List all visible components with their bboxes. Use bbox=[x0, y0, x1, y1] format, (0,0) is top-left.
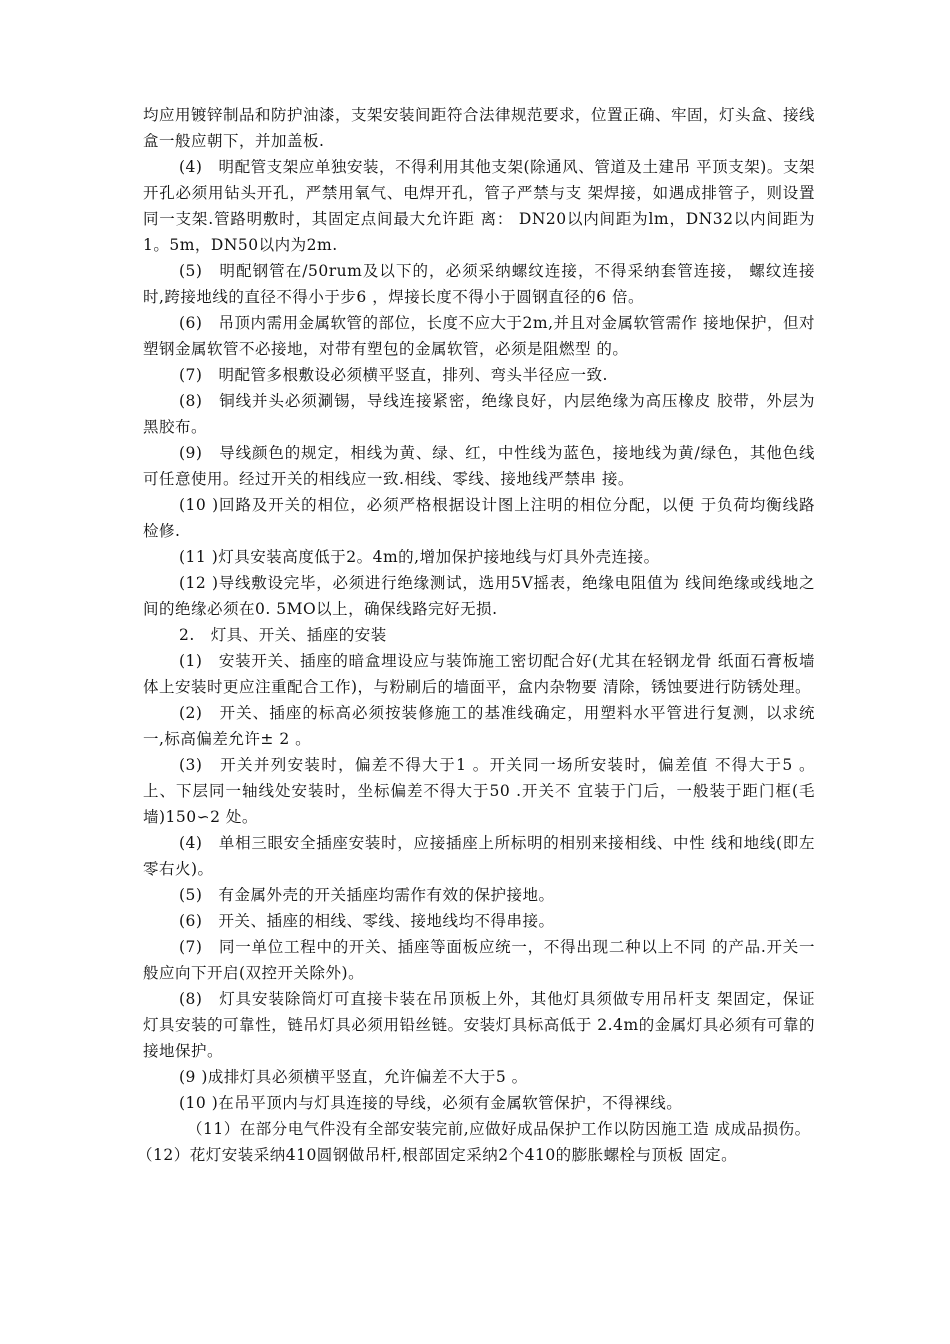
paragraph-item-2: (2) 开关、插座的标高必须按装修施工的基准线确定，用塑料水平管进行复测，以求统一,标高偏差允许± 2 。 bbox=[143, 704, 815, 748]
paragraph-item-6b: (6) 开关、插座的相线、零线、接地线均不得串接。 bbox=[179, 912, 555, 930]
paragraph-item-9b: (9 )成排灯具必须横平竖直，允许偏差不大于5 。 bbox=[179, 1068, 528, 1086]
section-heading: 2. 灯具、开关、插座的安装 bbox=[179, 626, 387, 644]
paragraph-item-5b: (5) 有金属外壳的开关插座均需作有效的保护接地。 bbox=[179, 886, 555, 904]
paragraph-item-12: (12 )导线敷设完毕，必须进行绝缘测试，选用5V摇表，绝缘电阻值为 线间绝缘或线地之间的绝缘必须在0. 5MO以上，确保线路完好无损. bbox=[143, 574, 815, 618]
paragraph-item-3: (3) 开关并列安装时，偏差不得大于1 。开关同一场所安装时，偏差值 不得大于5 。上、下层同一轴线处安装时，坐标偏差不得大于50 .开关不 宜装于门后，一般装于距门框(毛墙)150∽2 处。 bbox=[143, 756, 815, 826]
paragraph-item-5: (5) 明配钢管在/50rum及以下的，必须采纳螺纹连接，不得采纳套管连接， 螺纹连接时,跨接地线的直径不得小于步6 ，焊接长度不得小于圆钢直径的6 倍。 bbox=[143, 262, 815, 306]
paragraph-item-10b: (10 )在吊平顶内与灯具连接的导线，必须有金属软管保护，不得裸线。 bbox=[179, 1094, 683, 1112]
paragraph-item-4b: (4) 单相三眼安全插座安装时，应接插座上所标明的相别来接相线、中性 线和地线(即左零右火)。 bbox=[143, 834, 815, 878]
paragraph-item-6: (6) 吊顶内需用金属软管的部位，长度不应大于2m,并且对金属软管需作 接地保护，但对塑钢金属软管不必接地，对带有塑包的金属软管，必须是阻燃型 的。 bbox=[143, 314, 815, 358]
paragraph-item-10: (10 )回路及开关的相位，必须严格根据设计图上注明的相位分配，以便 于负荷均衡线路检修. bbox=[143, 496, 815, 540]
paragraph-item-8b: (8) 灯具安装除筒灯可直接卡装在吊顶板上外，其他灯具须做专用吊杆支 架固定，保证灯具安装的可靠性，链吊灯具必须用铅丝链。安装灯具标高低于 2.4m的金属灯具必须有可靠的接地保护。 bbox=[143, 990, 815, 1060]
document-page bbox=[137, 102, 816, 1168]
paragraph-item-11b: （11）在部分电气件没有全部安装完前,应做好成品保护工作以防因施工造 成成品损伤。 bbox=[187, 1120, 811, 1138]
paragraph-item-9: (9) 导线颜色的规定，相线为黄、绿、红，中性线为蓝色，接地线为黄/绿色，其他色线可任意使用。经过开关的相线应一致.相线、零线、接地线严禁串 接。 bbox=[143, 444, 815, 488]
paragraph-item-1: (1) 安装开关、插座的暗盒埋设应与装饰施工密切配合好(尤其在轻钢龙骨 纸面石膏板墙体上安装时更应注重配合工作)，与粉刷后的墙面平，盒内杂物要 清除，锈蚀要进行防锈处理。 bbox=[143, 652, 815, 696]
paragraph-item-12b: （12）花灯安装采纳410圆钢做吊杆,根部固定采纳2个410的膨胀螺栓与顶板 固定。 bbox=[137, 1146, 738, 1164]
paragraph-item-4: (4) 明配管支架应单独安装，不得利用其他支架(除通风、管道及土建吊 平顶支架)。支架开孔必须用钻头开孔，严禁用氧气、电焊开孔，管子严禁与支 架焊接，如遇成排管子，则设置同一支架.管路明敷时，其固定点间最大允许距 离： DN20以内间距为lm，DN32以内间距为1。5m，DN50以内为2m. bbox=[143, 158, 815, 254]
paragraph-item-7b: (7) 同一单位工程中的开关、插座等面板应统一，不得出现二种以上不同 的产品.开关一般应向下开启(双控开关除外)。 bbox=[143, 938, 815, 982]
paragraph-item-7: (7) 明配管多根敷设必须横平竖直，排列、弯头半径应一致. bbox=[179, 366, 608, 384]
paragraph-item-11: (11 )灯具安装高度低于2。4m的,增加保护接地线与灯具外壳连接。 bbox=[179, 548, 660, 566]
paragraph-item-8: (8) 铜线并头必须涮锡，导线连接紧密，绝缘良好，内层绝缘为高压橡皮 胶带，外层为黑胶布。 bbox=[143, 392, 815, 436]
paragraph-continuation: 均应用镀锌制品和防护油漆，支架安装间距符合法律规范要求，位置正确、牢固，灯头盒、接线盒一般应朝下，并加盖板. bbox=[143, 106, 816, 150]
